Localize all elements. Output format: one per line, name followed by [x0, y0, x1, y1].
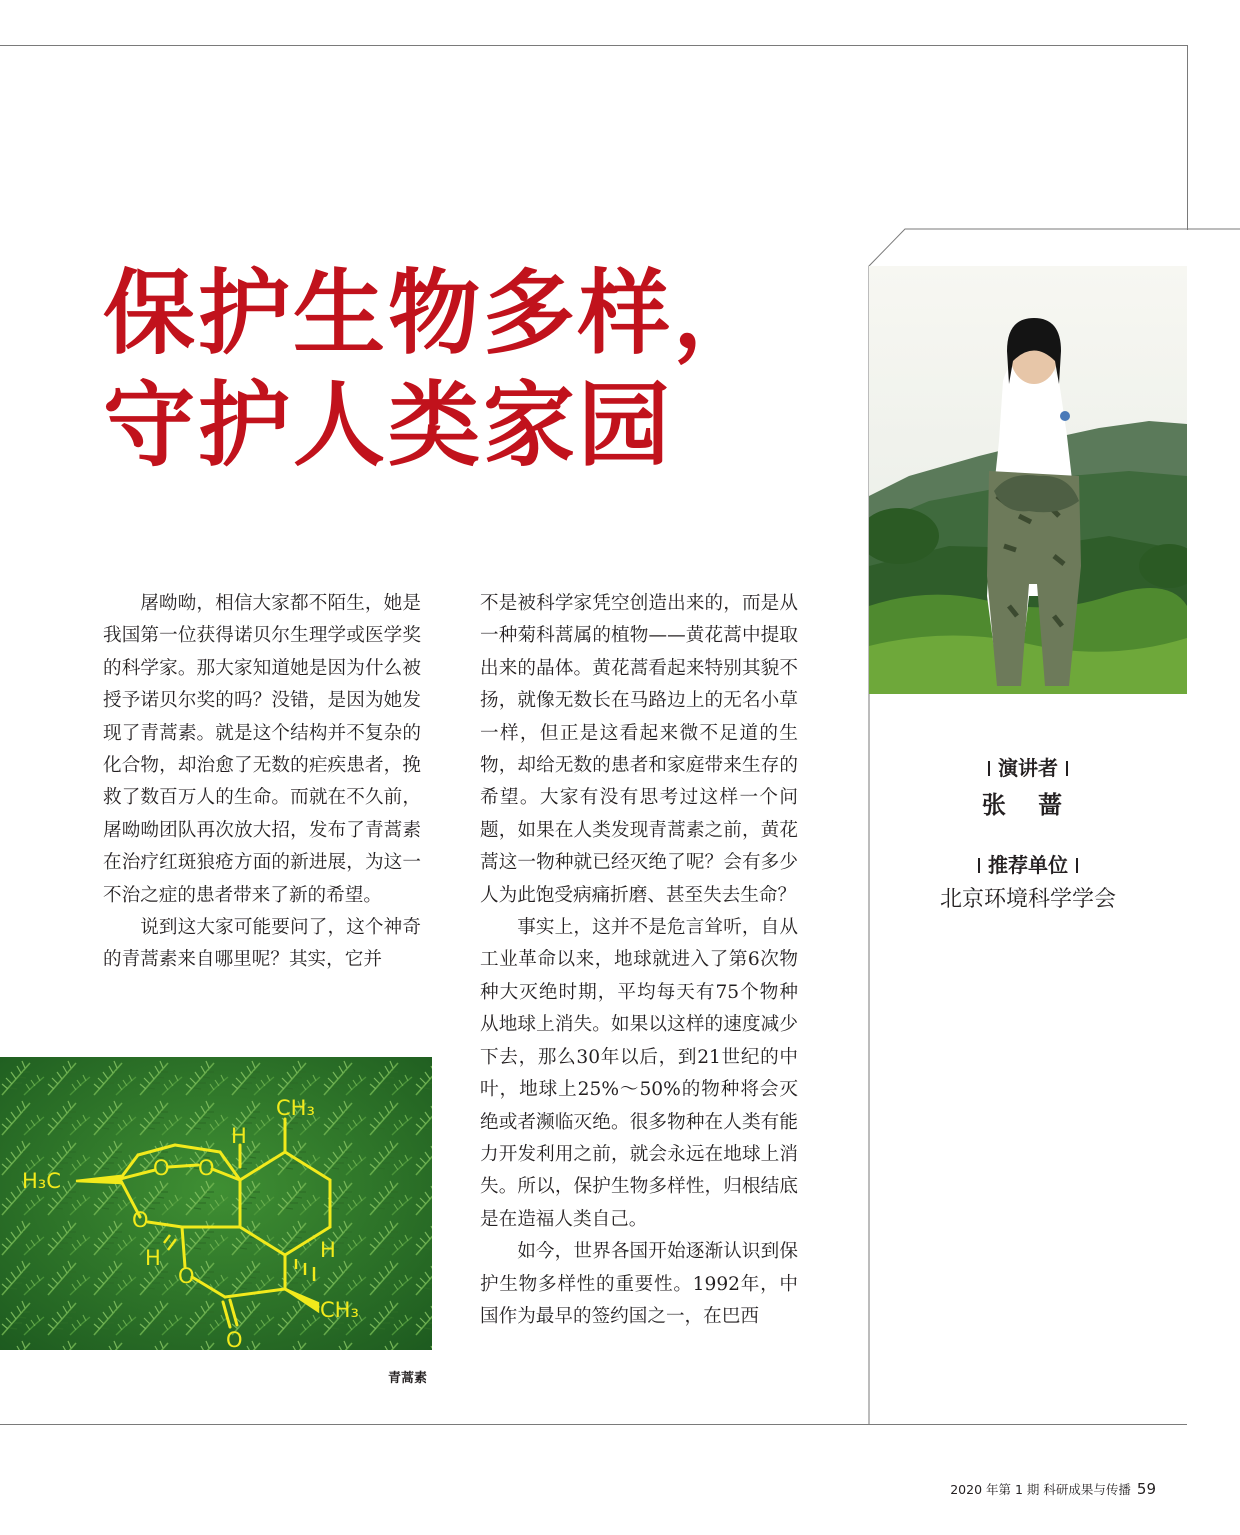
figure-caption: 青蒿素 — [388, 1371, 428, 1386]
label-o-lactone: O — [178, 1264, 195, 1288]
recommender-label: 推荐单位 — [988, 853, 1068, 877]
paragraph: 事实上，这并不是危言耸听，自从工业革命以来，地球就进入了第6次物种大灭绝时期，平均每天有75个物种从地球上消失。如果以这样的速度减少下去，那么30年以后，到21世纪的中叶，地球上25%～50%的物种将会灭绝或者濒临灭绝。很多物种在人类有能力开发利用之前，就会永远在地球上消失。所以，保护生物多样性，归根结底是在造福人类自己。 — [480, 917, 798, 1230]
speaker-label: 演讲者 — [998, 756, 1058, 780]
label-h3c: H₃C — [22, 1169, 61, 1193]
label-o-peroxide-2: O — [198, 1156, 215, 1180]
article-column-2 — [480, 588, 798, 1333]
issue-info: 2020 年第 1 期 科研成果与传播 — [950, 1482, 1131, 1497]
label-o-peroxide-1: O — [153, 1156, 170, 1180]
article-title — [103, 258, 768, 482]
paragraph: 不是被科学家凭空创造出来的，而是从一种菊科蒿属的植物——黄花蒿中提取出来的晶体。黄花蒿看起来特别其貌不扬，就像无数长在马路边上的无名小草一样，但正是这看起来微不足道的生物，却给无数的患者和家庭带来生存的希望。大家有没有思考过这样一个问题，如果在人类发现青蒿素之前，黄花蒿这一物种就已经灭绝了呢？会有多少人为此饱受病痛折磨、甚至失去生命？ — [480, 593, 798, 906]
page-number: 59 — [1136, 1480, 1156, 1498]
paragraph: 说到这大家可能要问了，这个神奇的青蒿素来自哪里呢？其实，它并 — [103, 917, 421, 971]
speaker-name: 张 蔷 — [981, 791, 1075, 819]
recommender-block — [869, 849, 1187, 913]
label-o-ether: O — [132, 1208, 149, 1232]
title-line-1: 保护生物多样， — [103, 260, 769, 367]
label-ch3-top: CH₃ — [276, 1096, 315, 1120]
label-o-carbonyl: O — [226, 1328, 243, 1350]
speaker-block — [869, 752, 1187, 820]
label-h-top: H — [231, 1124, 247, 1148]
article-column-1 — [103, 588, 421, 977]
speaker-photo — [869, 266, 1187, 694]
page-footer — [950, 1480, 1156, 1498]
paragraph: 屠呦呦，相信大家都不陌生，她是我国第一位获得诺贝尔生理学或医学奖的科学家。那大家知道她是因为什么被授予诺贝尔奖的吗？没错，是因为她发现了青蒿素。就是这个结构并不复杂的化合物，却治愈了无数的疟疾患者，挽救了数百万人的生命。而就在不久前，屠呦呦团队再次放大招，发布了青蒿素在治疗红斑狼疮方面的新进展，为这一不治之症的患者带来了新的希望。 — [103, 593, 421, 906]
recommender-name: 北京环境科学学会 — [939, 887, 1116, 912]
paragraph: 如今，世界各国开始逐渐认识到保护生物多样性的重要性。1992年，中国作为最早的签约国之一，在巴西 — [480, 1241, 798, 1327]
label-ch3-bottom: CH₃ — [320, 1298, 359, 1322]
footer-rule — [0, 1424, 1187, 1425]
artemisinin-structure-figure — [0, 1057, 432, 1350]
label-h-left: H — [145, 1246, 161, 1270]
label-h-right: H — [320, 1238, 336, 1262]
title-line-2: 守护人类家园 — [103, 372, 674, 479]
